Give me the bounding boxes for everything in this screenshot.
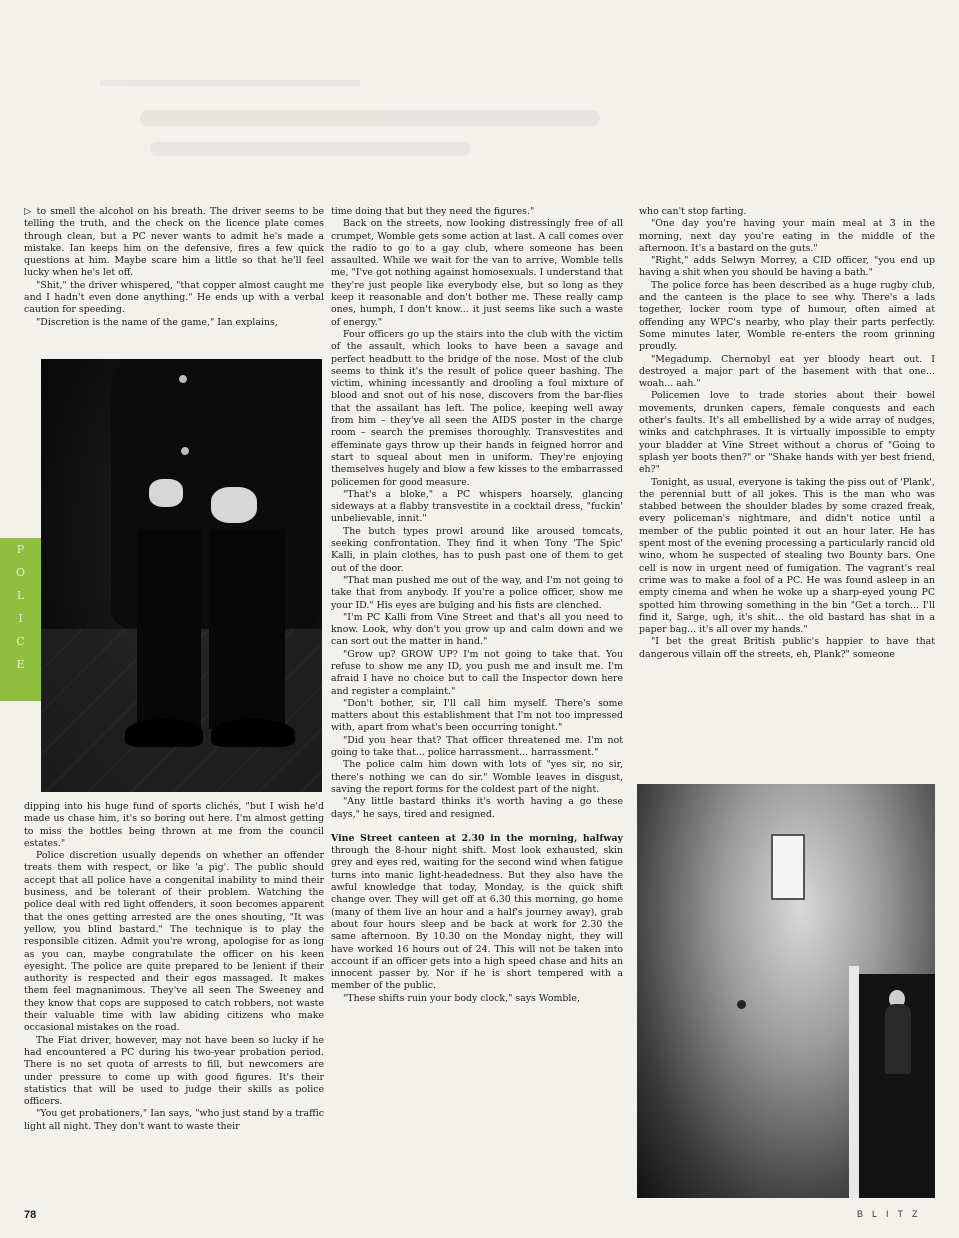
paragraph: "One day you're having your main meal at 3 in the morning, next day you're eating in the middle of the afternoon. It's a bastard on the guts." — [639, 218, 935, 254]
paragraph: "Megadump. Chernobyl eat yer bloody heart out. I destroyed a major part of the basement with that one... woah... aah." — [639, 353, 935, 390]
magazine-name: BLITZ — [857, 1209, 927, 1219]
sidebar-letter: C — [16, 635, 25, 648]
paragraph: who can't stop farting. — [639, 206, 747, 217]
paragraph: "I bet the great British public's happier to have that dangerous villain off the streets, eh, Plank?" someone — [639, 636, 935, 660]
paragraph: "Any little bastard thinks it's worth having a go these days," he says, tired and resigned. — [331, 796, 623, 820]
paragraph: The police force has been described as a huge rugby club, and the canteen is the place to see why. There's a lads together, locker room type of humour, often aimed at offending any WPC's nearby, who play their parts perfectly. Some minutes later, Womble re-enters the room grinning proudly. — [639, 279, 935, 353]
paragraph: "Did you hear that? That officer threatened me. I'm not going to take that... police harrassment... harrassment." — [331, 734, 623, 759]
sidebar-letter: O — [15, 566, 26, 579]
paragraph: time doing that but they need the figures." — [331, 206, 535, 217]
section-lead-paragraph — [331, 833, 623, 993]
paragraph: "Shit," the driver whispered, "that copper almost caught me and I hadn't even done anything." He ends up with a verbal caution for speeding. — [24, 279, 324, 316]
section-sidebar-police — [0, 538, 41, 701]
page-number: 78 — [24, 1209, 37, 1221]
column-1-bottom — [24, 801, 324, 1133]
paragraph: "These shifts ruin your body clock," says Womble, — [343, 992, 580, 1004]
sidebar-letter: P — [16, 543, 25, 556]
sidebar-letter: I — [18, 612, 23, 625]
paragraph: Police discretion usually depends on whether an offender treats them with respect, or like 'a pig'. The public should accept that all police have a congenital inability to mind their business, and be tolerant of their problem. Watching the police deal with red light offenders, it soon becomes apparent that the ones getting arrested are the ones shouting, "It was yellow, you blind bastard." The technique is to play the responsible citizen. Admit you're wrong, apologise for as long as you can, maybe congratulate the officer on his keen eyesight. The police are quite prepared to be lenient if their authority is respected and their egos massaged. It makes them feel magnanimous. They've all seen The Sweeney and they know that cops are supposed to catch robbers, not waste their valuable time with law abiding citizens who make occasional mistakes on the road. — [24, 850, 324, 1034]
paragraph: "Don't bother, sir, I'll call him myself. There's some matters about this establishment that I'm not too impressed with, apart from what's been occurring tonight." — [331, 697, 623, 734]
paragraph: "Grow up? GROW UP? I'm not going to take that. You refuse to show me any ID, you push me and insult me. I'm afraid I have no choice but to call the Inspector down here and register a complaint." — [331, 648, 623, 697]
paragraph: "That man pushed me out of the way, and I'm not going to take that from anybody. If you're a police officer, show me your ID." His eyes are bulging and his fists are clenched. — [331, 574, 623, 611]
paragraph: Tonight, as usual, everyone is taking the piss out of 'Plank', the perennial butt of all jokes. This is the man who was stabbed between the shoulder blades by some crazed freak, every policeman's nightmare, and didn't notice until a member of the public pointed it out an hour later. He has spent most of the evening processing a particularly rancid old wino, whom he suspected of stealing two Bounty bars. One cell is now in urgent need of fumigation. The vagrant's real crime was to make a fool of a PC. He was found asleep in an empty cinema and when he woke up a sharp-eyed young PC spotted him throwing something in the bin "Get a torch... I'll find it, Sarge, ugh, it's shit... the old bastard has shat in a paper bag... it's all over my hands." — [639, 476, 935, 636]
paragraph: The butch types prowl around like aroused tomcats, seeking confrontation. They find it when Tony 'The Spic' Kalli, in plain clothes, has to push past one of them to get out of the door. — [331, 525, 623, 574]
section-lead-bold: Vine Street canteen at 2.30 in the morning, halfway — [331, 832, 623, 844]
paragraph: Back on the streets, now looking distressingly free of all crumpet, Womble gets some action at last. A call comes over the radio to go to a gay club, where someone has been assaulted. While we wait for the van to arrive, Womble tells me, "I've got nothing against homosexuals. I understand that they're just people like everybody else, but so long as they keep it reasonable and don't bother me. These really camp ones, humph, I don't know... it just seems like such a waste of energy." — [331, 218, 623, 328]
paragraph: "Right," adds Selwyn Morrey, a CID officer, "you end up having a shit when you should be having a bath." — [639, 255, 935, 279]
paragraph: Policemen love to trade stories about their bowel movements, drunken capers, female conquests and each other's faults. It's all embellished by a wide array of nudges, winks and catchphrases. It is virtually impossible to empty your bladder at Vine Street without a chorus of "Going to splash yer boots then?" or "Shake hands with yer best friend, eh?" — [639, 390, 935, 476]
sidebar-letter: L — [16, 589, 25, 602]
bleed-through-ghost-text — [80, 80, 780, 220]
paragraph: Four officers go up the stairs into the club with the victim of the assault, which looks to have been a savage and perfect headbutt to the bridge of the nose. Most of the club seems to think it's the result of police queer bashing. The victim, whining incessantly and drooling a foul mixture of blood and snot out of his nose, discovers from the bar-flies that the assailant has left. The police, keeping well away from him – they've all seen the AIDS poster in the charge room – search the premises thoroughly. Transvestites and effeminate gays throw up their hands in feigned horror and start to squeal about men in uniform. They're enjoying themselves hugely and blow a few kisses to the embarrassed policemen for good measure. — [331, 328, 623, 488]
paragraph: "Discretion is the name of the game," Ian explains, — [36, 316, 278, 328]
column-2 — [331, 206, 623, 1005]
photo-man-in-doorway — [637, 784, 935, 1198]
photo-policeman-standing — [41, 359, 322, 792]
paragraph: "That's a bloke," a PC whispers hoarsely, glancing sideways at a flabby transvestite in a cocktail dress, "fuckin' unbelievable, innit." — [331, 488, 623, 525]
paragraph: The Fiat driver, however, may not have been so lucky if he had encountered a PC during his two-year probation period. There is no set quota of arrests to fill, but newcomers are under pressure to come up with good figures. It's their statistics that will be used to judge their skills as police officers. — [24, 1034, 324, 1108]
paragraph: "I'm PC Kalli from Vine Street and that's all you need to know. Look, why don't you grow up and calm down and we can sort out the matter in hand." — [331, 611, 623, 648]
sidebar-letter: E — [16, 658, 25, 671]
paragraph: The police calm him down with lots of "yes sir, no sir, there's nothing we can do sir." Womble leaves in disgust, saving the report forms for the coldest part of the night. — [331, 759, 623, 795]
column-3 — [639, 206, 935, 661]
paragraph: dipping into his huge fund of sports clichés, "but I wish he'd made us chase him, it's so boring out here. I'm almost getting to miss the bottles being thrown at me from the council estates." — [24, 801, 324, 849]
paragraph: ▷ to smell the alcohol on his breath. The driver seems to be telling the truth, and the check on the licence plate comes through clean, but a PC never wants to admit he's made a mistake. Ian keeps him on the defensive, fires a few quick questions at him. Maybe scare him a little so that he'll feel lucky when he's let off. — [24, 206, 324, 279]
section-lead-text: through the 8-hour night shift. Most look exhausted, skin grey and eyes red, waiting for the second wind when fatigue turns into manic light-headedness. But they also have the awful knowledge that today, Monday, is the quick shift change over. They will get off at 6.30 this morning, go home (many of them live an hour and a half's journey away), grab about four hours sleep and be back at work for 2.30 the same afternoon. By 10.30 on the Monday night, they will have worked 16 hours out of 24. This will not be taken into account if an officer gets into a high speed chase and hits an innocent passer by. Nor if he is short tempered with a member of the public. — [331, 845, 623, 992]
paragraph: "You get probationers," Ian says, "who just stand by a traffic light all night. They don't want to waste their — [24, 1108, 324, 1132]
column-1-top — [24, 206, 324, 329]
